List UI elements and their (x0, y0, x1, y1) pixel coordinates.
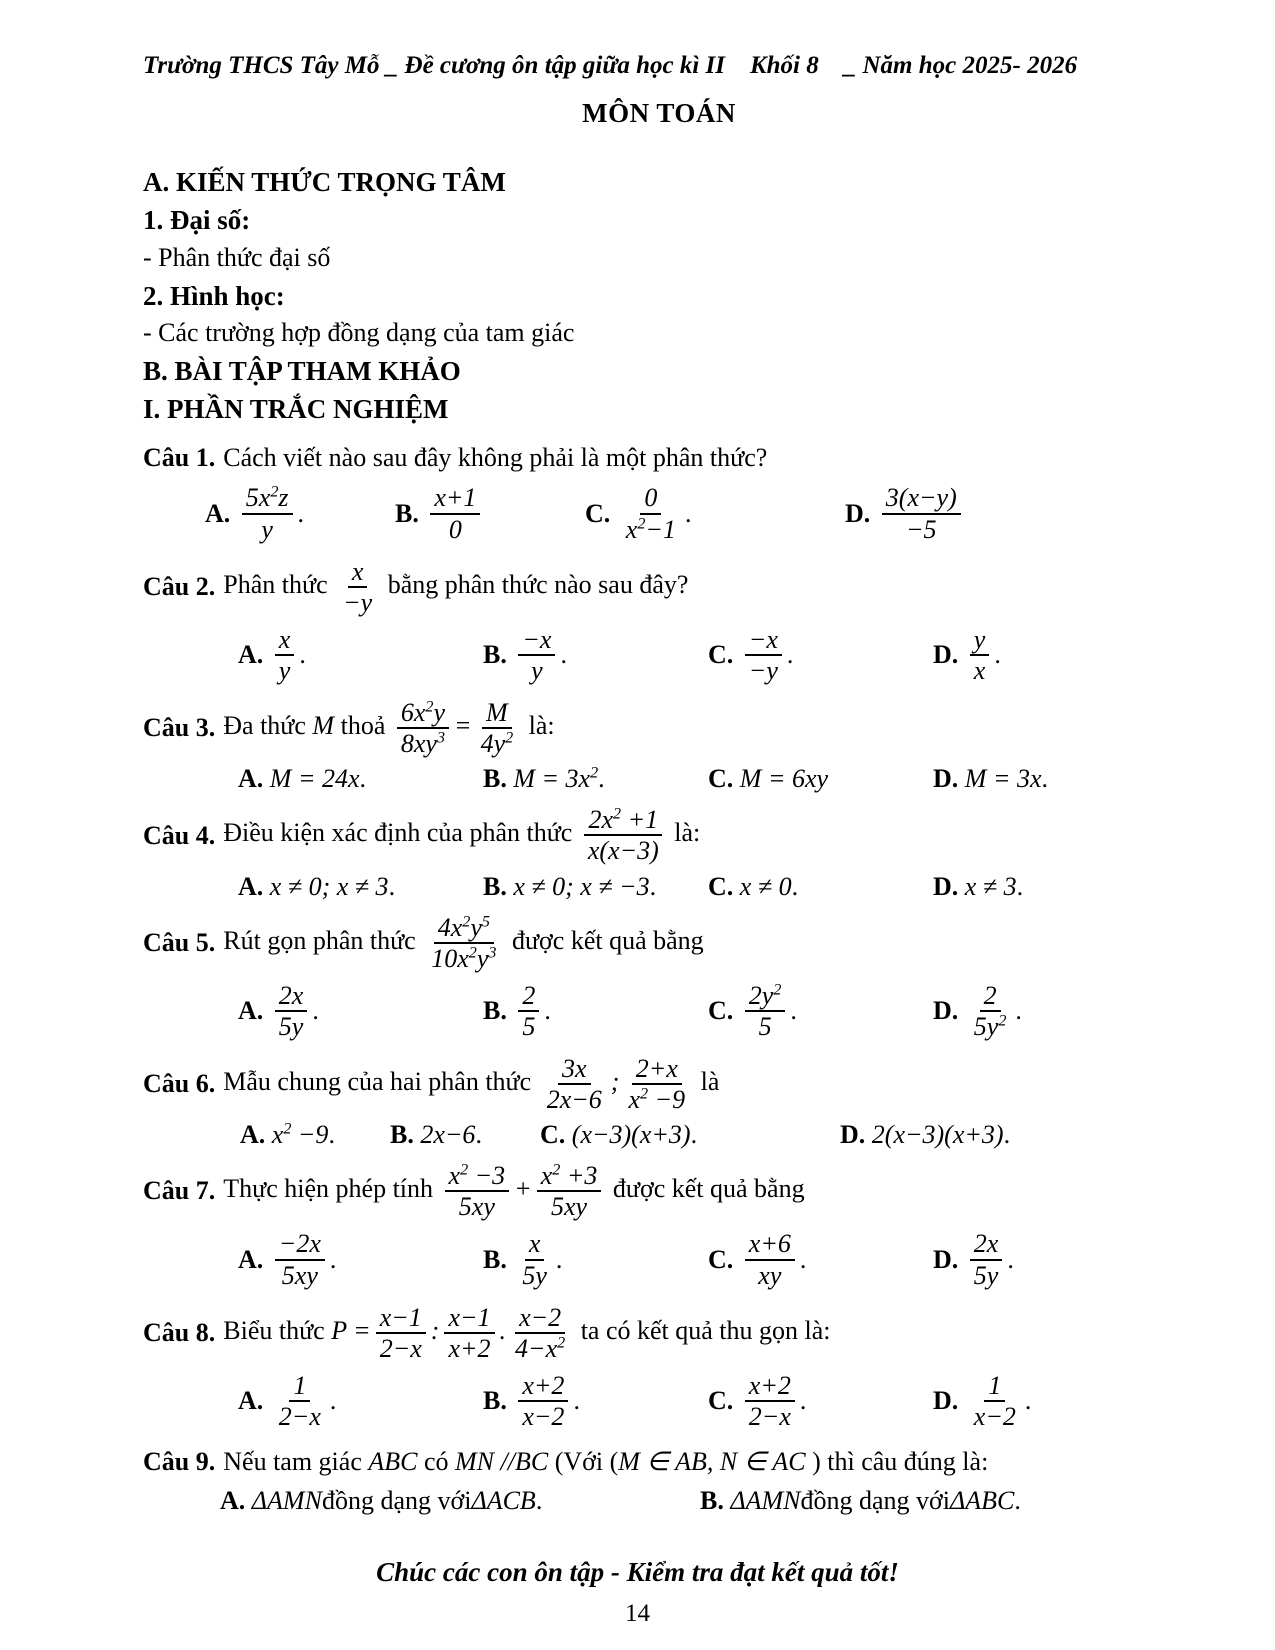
question-3-option-b: B. $M = 3x^2$ . (483, 764, 605, 794)
question-6-text: Mẫu chung của hai phân thức $\frac{3x}{2x-6}$ ; $\frac{2+x}{x^2 -9}$ là (223, 1053, 720, 1115)
question-5-option-d: D. $\frac{2}{5y^2}$ . (933, 980, 1022, 1041)
question-3-option-d: D. M = 3x . (933, 764, 1049, 794)
question-8 (143, 1301, 1175, 1433)
question-5-option-a: A. $\frac{2x}{5y}$ . (238, 980, 319, 1041)
question-9 (143, 1442, 1175, 1516)
question-4-option-d: D. x ≠ 3 . (933, 871, 1024, 901)
question-2-option-d: D. $\frac{y}{x}$ . (933, 624, 1001, 685)
question-1-option-a: A. $\frac{5x^2z}{y}$ . (205, 483, 305, 544)
question-7-number: Câu 7. (143, 1176, 216, 1206)
question-2-option-b: B. $\frac{-x}{y}$ . (483, 624, 567, 685)
question-2 (143, 555, 1175, 687)
question-4-option-b: B. x ≠ 0; x ≠ −3 . (483, 871, 657, 901)
question-7 (143, 1159, 1175, 1291)
question-1-option-c: C. $\frac{0}{x^2-1}$ . (585, 483, 692, 544)
question-5-number: Câu 5. (143, 927, 216, 957)
algebra-heading: 1. Đại số: (143, 205, 251, 236)
question-3 (143, 696, 1175, 794)
question-9-text: Nếu tam giác ABC có MN //BC (Với (M ∈ AB, N ∈ AC ) thì câu đúng là: (223, 1447, 989, 1477)
question-5 (143, 911, 1175, 1043)
question-1-number: Câu 1. (143, 442, 216, 472)
question-5-option-b: B. $\frac{2}{5}$ . (483, 980, 551, 1041)
geometry-item: - Các trường hợp đồng dạng của tam giác (143, 317, 575, 347)
question-3-option-a: A. M = 24x . (238, 764, 367, 794)
question-7-option-d: D. $\frac{2x}{5y}$ . (933, 1229, 1014, 1290)
question-4-number: Câu 4. (143, 820, 216, 850)
question-8-option-c: C. $\frac{x+2}{2-x}$ . (708, 1370, 807, 1431)
document-title: MÔN TOÁN (582, 98, 736, 128)
question-4-option-c: C. x ≠ 0 . (708, 871, 799, 901)
question-7-text: Thực hiện phép tính $\frac{x^2 -3}{5xy}$ + $\frac{x^2 +3}{5xy}$ được kết quả bằng (223, 1161, 805, 1222)
question-3-text: Đa thức M thoả $\frac{6x^2y}{8xy^3}$ = $\frac{M}{4y^2}$ là: (223, 698, 555, 759)
question-1-text: Cách viết nào sau đây không phải là một phân thức? (223, 442, 768, 472)
question-2-number: Câu 2. (143, 571, 216, 601)
question-2-option-a: A. $\frac{x}{y}$ . (238, 624, 306, 685)
question-9-option-a: A. ΔAMN đồng dạng với ΔACB . (220, 1486, 543, 1516)
question-6-option-c: C. (x−3)(x+3) . (540, 1120, 698, 1150)
question-8-text: Biểu thức P = $\frac{x-1}{2-x}$ : $\frac{x-1}{x+2}$ . $\frac{x-2}{4-x^2}$ ta có kết quả thu gọn là: (223, 1302, 831, 1363)
question-1 (143, 437, 1175, 545)
question-3-option-c: C. M = 6xy (708, 764, 829, 794)
section-a-heading: A. KIẾN THỨC TRỌNG TÂM (143, 167, 506, 197)
question-5-text: Rút gọn phân thức $\frac{4x^2y^5}{10x^2y^3}$ được kết quả bằng (223, 912, 704, 973)
part1-heading: I. PHẦN TRẮC NGHIỆM (143, 394, 449, 425)
question-2-option-c: C. $\frac{-x}{-y}$ . (708, 624, 794, 685)
question-4-text: Điều kiện xác định của phân thức $\frac{2x^2 +1}{x(x-3)}$ là: (223, 805, 701, 866)
question-1-option-b: B. $\frac{x+1}{0}$ (395, 481, 585, 545)
question-8-option-b: B. $\frac{x+2}{x-2}$ . (483, 1370, 580, 1431)
section-b-heading: B. BÀI TẬP THAM KHẢO (143, 355, 461, 386)
algebra-item: - Phân thức đại số (143, 242, 331, 272)
question-9-option-b: B. ΔAMN đồng dạng với ΔABC . (700, 1486, 1021, 1516)
question-7-option-c: C. $\frac{x+6}{xy}$ . (708, 1229, 807, 1290)
question-6-number: Câu 6. (143, 1069, 216, 1099)
question-2-text: Phân thức $\frac{x}{-y}$ bằng phân thức nào sau đây? (223, 556, 689, 617)
question-6-option-a: A. $x^2 -9$ . (240, 1120, 335, 1150)
geometry-heading: 2. Hình học: (143, 280, 285, 311)
question-8-option-d: D. $\frac{1}{x-2}$ . (933, 1370, 1032, 1431)
question-1-option-d: D. $\frac{3(x-y)}{-5}$ (845, 481, 1175, 545)
document-header: Trường THCS Tây Mỗ _ Đề cương ôn tập giữa học kì II Khối 8 _ Năm học 2025- 2026 (143, 52, 1078, 79)
page-number: 14 (625, 1600, 650, 1627)
question-8-number: Câu 8. (143, 1317, 216, 1347)
question-4 (143, 803, 1175, 901)
question-6 (143, 1052, 1175, 1150)
question-5-option-c: C. $\frac{2y^2}{5}$ . (708, 980, 797, 1041)
question-7-option-b: B. $\frac{x}{5y}$ . (483, 1229, 563, 1290)
question-6-option-b: B. 2x−6 . (390, 1120, 482, 1150)
closing-wish: Chúc các con ôn tập - Kiểm tra đạt kết quả tốt! (376, 1557, 899, 1587)
question-6-option-d: D. 2(x−3)(x+3) . (840, 1120, 1011, 1150)
question-4-option-a: A. x ≠ 0; x ≠ 3 . (238, 871, 396, 901)
question-8-option-a: A. $\frac{1}{2-x}$ . (238, 1370, 337, 1431)
question-7-option-a: A. $\frac{-2x}{5xy}$ . (238, 1229, 337, 1290)
question-9-number: Câu 9. (143, 1447, 216, 1477)
question-3-number: Câu 3. (143, 713, 216, 743)
